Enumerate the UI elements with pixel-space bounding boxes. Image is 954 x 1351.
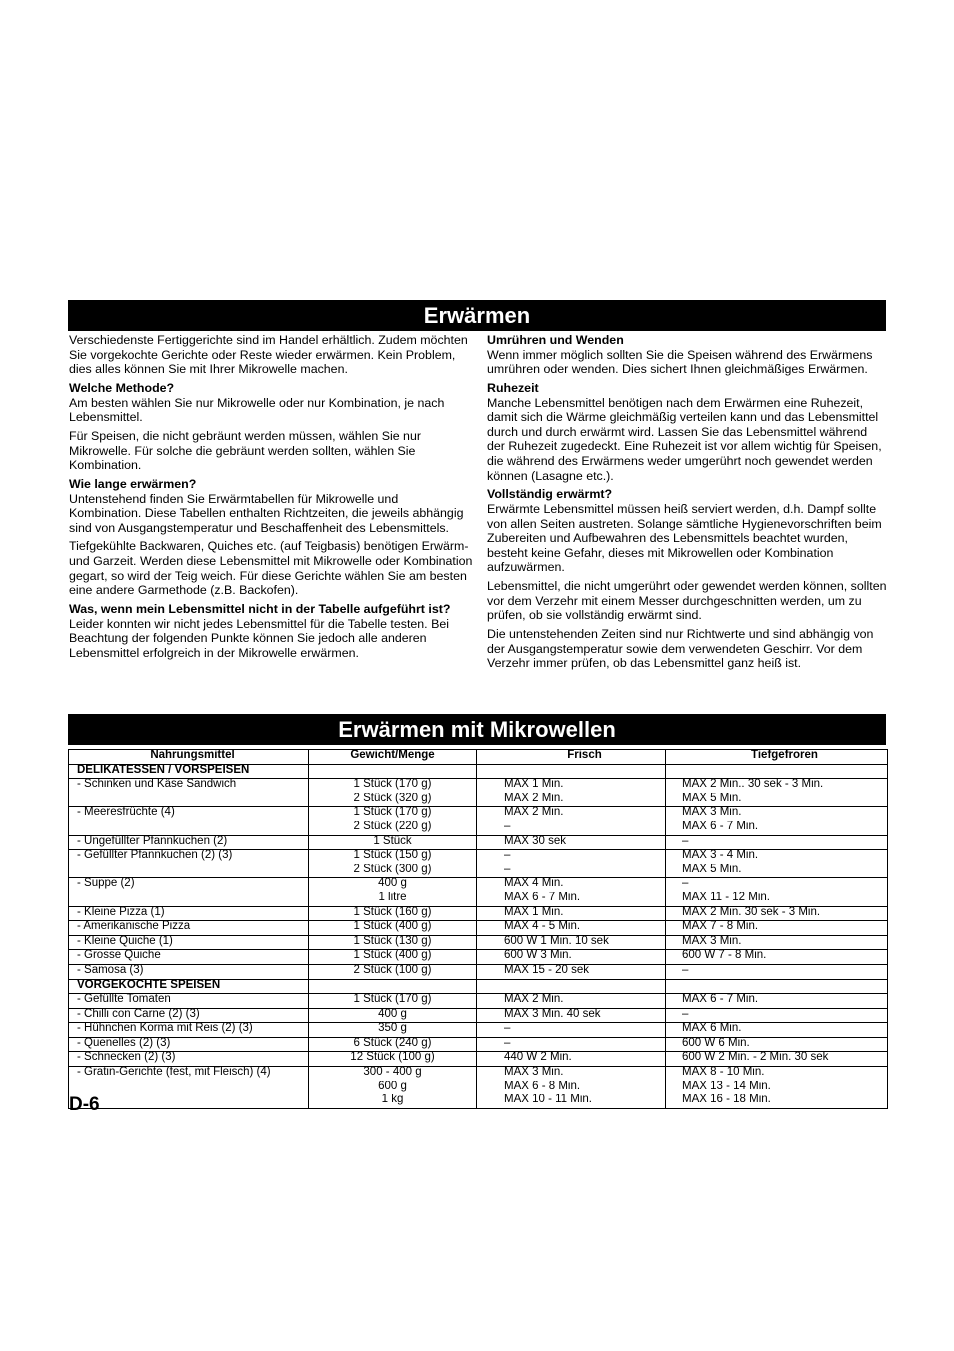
cell-frozen: MAX 5 Min.	[666, 864, 888, 878]
cell-fresh: MAX 6 - 7 Min.	[477, 892, 666, 906]
cell-food: - Quenelles (2) (3)	[69, 1037, 309, 1052]
table-row	[69, 1023, 888, 1038]
subheading: Welche Methode?	[69, 380, 175, 395]
subheading: Was, wenn mein Lebensmittel nicht in der Tabelle aufgeführt ist?	[69, 602, 451, 617]
table-row	[69, 864, 888, 878]
cell-fresh: MAX 1 Min.	[477, 779, 666, 793]
paragraph: Leider konnten wir nicht jedes Lebensmittel für die Tabelle testen. Bei Beachtung der folgenden Punkte können Sie jedoch alle anderen Lebensmittel erfolgreich in der Mikrowelle erwärmen.	[69, 616, 449, 660]
cell-fresh: MAX 3 Min.	[477, 1067, 666, 1081]
table-row	[69, 950, 888, 965]
subheading: Wie lange erwärmen?	[69, 476, 197, 491]
text-column-right	[487, 333, 887, 675]
section-title-erwaermen: Erwärmen	[68, 300, 886, 331]
cell-weight: 600 g	[309, 1081, 477, 1095]
subheading: Vollständig erwärmt?	[487, 487, 613, 502]
cell-weight	[309, 764, 477, 779]
cell-weight: 300 - 400 g	[309, 1067, 477, 1081]
cell-weight: 1 Stück	[309, 835, 477, 850]
page-number: D-6	[69, 1094, 100, 1115]
cell-weight: 2 Stück (300 g)	[309, 864, 477, 878]
table-row	[69, 892, 888, 906]
table-row	[69, 1067, 888, 1081]
cell-fresh: MAX 3 Min. 40 sek	[477, 1008, 666, 1023]
paragraph: Tiefgekühlte Backwaren, Quiches etc. (auf Teigbasis) benötigen Erwärm-und Garzeit. Werden diese Lebensmittel mit Mikrowelle oder Kombination gegart, so wird der Teig weich. Für diese Gerichte wählen Sie am besten eine andere Garmethode (z.B. Backofen).	[69, 539, 473, 598]
cell-frozen: MAX 3 - 4 Min.	[666, 850, 888, 864]
cell-frozen: –	[666, 1008, 888, 1023]
cell-frozen: 600 W 7 - 8 Min.	[666, 950, 888, 965]
cell-fresh: MAX 2 Min.	[477, 807, 666, 821]
cell-frozen	[666, 764, 888, 779]
table-row	[69, 964, 888, 979]
table-row	[69, 850, 888, 864]
cell-fresh: –	[477, 1023, 666, 1038]
cell-frozen	[666, 979, 888, 994]
cell-weight: 2 Stück (100 g)	[309, 964, 477, 979]
cell-food	[69, 864, 309, 878]
cell-weight: 1 Stück (170 g)	[309, 779, 477, 793]
cell-frozen: MAX 2 Min. 30 sek - 3 Min.	[666, 906, 888, 921]
cell-weight: 350 g	[309, 1023, 477, 1038]
cell-food: - Schnecken (2) (3)	[69, 1052, 309, 1067]
cell-weight: 1 Stück (170 g)	[309, 994, 477, 1009]
cell-weight: 1 Stück (160 g)	[309, 906, 477, 921]
table-row	[69, 994, 888, 1009]
cell-fresh: –	[477, 1037, 666, 1052]
table-row	[69, 1094, 888, 1108]
cell-food	[69, 1094, 309, 1108]
paragraph: Die untenstehenden Zeiten sind nur Richtwerte und sind abhängig von der Ausgangstemperatur sowie dem verwendeten Geschirr. Vor dem Verzehr immer prüfen, ob das Lebensmittel ganz heiß ist.	[487, 627, 874, 671]
cell-fresh	[477, 979, 666, 994]
section-title-mikrowellen: Erwärmen mit Mikrowellen	[68, 714, 886, 745]
paragraph: Verschiedenste Fertiggerichte sind im Handel erhältlich. Zudem möchten Sie vorgekochte Gerichte oder Reste wieder erwärmen. Kein Problem, dies alles können Sie mit Ihrer Mikrowelle machen.	[69, 333, 468, 377]
cell-fresh: 600 W 1 Min. 10 sek	[477, 935, 666, 950]
cell-weight: 12 Stück (100 g)	[309, 1052, 477, 1067]
cell-weight: 400 g	[309, 878, 477, 892]
cell-weight: 1 kg	[309, 1094, 477, 1108]
table-row	[69, 835, 888, 850]
cell-food: - Gratin-Gerichte (fest, mit Fleisch) (4)	[69, 1067, 309, 1081]
table-row	[69, 906, 888, 921]
cell-frozen: MAX 2 Min.. 30 sek - 3 Min.	[666, 779, 888, 793]
cell-food	[69, 821, 309, 835]
cell-fresh: MAX 15 - 20 sek	[477, 964, 666, 979]
table-header-row	[69, 750, 888, 765]
cell-food: - Ungefüllter Pfannkuchen (2)	[69, 835, 309, 850]
cell-weight: 2 Stück (220 g)	[309, 821, 477, 835]
cell-frozen: MAX 13 - 14 Min.	[666, 1081, 888, 1095]
table-row	[69, 1081, 888, 1095]
header-weight: Gewicht/Menge	[309, 750, 477, 765]
header-fresh: Frisch	[477, 750, 666, 765]
table-row	[69, 921, 888, 936]
paragraph: Lebensmittel, die nicht umgerührt oder gewendet werden können, sollten vor dem Verzehr mit einem Messer durchgeschnitten werden, um zu prüfen, ob sie vollständig erwärmt sind.	[487, 579, 887, 623]
cell-frozen: MAX 7 - 8 Min.	[666, 921, 888, 936]
cell-food: - Chilli con Carne (2) (3)	[69, 1008, 309, 1023]
header-frozen: Tiefgefroren	[666, 750, 888, 765]
cell-fresh: –	[477, 821, 666, 835]
cell-food: - Meeresfrüchte (4)	[69, 807, 309, 821]
cell-fresh: 600 W 3 Min.	[477, 950, 666, 965]
cell-food: - Amerikanische Pizza	[69, 921, 309, 936]
subheading: Ruhezeit	[487, 380, 539, 395]
header-food: Nahrungsmittel	[69, 750, 309, 765]
table-row	[69, 821, 888, 835]
table-row	[69, 979, 888, 994]
cell-frozen: MAX 3 Min.	[666, 935, 888, 950]
cell-food: - Schinken und Käse Sandwich	[69, 779, 309, 793]
cell-weight: 1 Stück (400 g)	[309, 921, 477, 936]
table-row	[69, 779, 888, 793]
paragraph: Erwärmte Lebensmittel müssen heiß serviert werden, d.h. Dampf sollte von allen Seiten austreten. Solange sämtliche Hygienevorschriften beim Zubereiten und Aufbewahren des Lebensmittels beachtet wurden, besteht keine Gefahr, dieses mit Mikrowellen oder Kombination aufzuwärmen.	[487, 501, 882, 575]
cell-food: VORGEKOCHTE SPEISEN	[69, 979, 309, 994]
cell-frozen: –	[666, 878, 888, 892]
cell-food	[69, 1081, 309, 1095]
cell-frozen: MAX 6 - 7 Min.	[666, 821, 888, 835]
table-row	[69, 935, 888, 950]
cell-food	[69, 892, 309, 906]
cell-fresh: MAX 2 Min.	[477, 994, 666, 1009]
cell-frozen: MAX 6 - 7 Min.	[666, 994, 888, 1009]
cell-fresh: MAX 2 Min.	[477, 793, 666, 807]
cell-fresh: MAX 10 - 11 Min.	[477, 1094, 666, 1108]
cell-weight: 1 Stück (150 g)	[309, 850, 477, 864]
table-row	[69, 1052, 888, 1067]
subheading: Umrühren und Wenden	[487, 333, 624, 347]
cell-fresh: MAX 6 - 8 Min.	[477, 1081, 666, 1095]
cell-frozen: MAX 11 - 12 Min.	[666, 892, 888, 906]
cell-frozen: –	[666, 835, 888, 850]
cell-food: - Gefüllter Pfannkuchen (2) (3)	[69, 850, 309, 864]
paragraph: Am besten wählen Sie nur Mikrowelle oder nur Kombination, je nach Lebensmittel.	[69, 395, 445, 425]
cell-food: - Gefüllte Tomaten	[69, 994, 309, 1009]
cell-weight	[309, 979, 477, 994]
cell-weight: 1 Stück (130 g)	[309, 935, 477, 950]
text-column-left	[69, 333, 473, 665]
cell-food: - Samosa (3)	[69, 964, 309, 979]
cell-frozen: 600 W 2 Min. - 2 Min. 30 sek	[666, 1052, 888, 1067]
cell-food: - Kleine Quiche (1)	[69, 935, 309, 950]
table-row	[69, 793, 888, 807]
cell-fresh: MAX 4 - 5 Min.	[477, 921, 666, 936]
cell-frozen: MAX 8 - 10 Min.	[666, 1067, 888, 1081]
cell-fresh: MAX 30 sek	[477, 835, 666, 850]
heating-table	[68, 749, 888, 1109]
cell-food	[69, 793, 309, 807]
cell-food: - Suppe (2)	[69, 878, 309, 892]
cell-fresh: MAX 4 Min.	[477, 878, 666, 892]
cell-food: - Kleine Pizza (1)	[69, 906, 309, 921]
cell-frozen: MAX 16 - 18 Min.	[666, 1094, 888, 1108]
cell-fresh: MAX 1 Min.	[477, 906, 666, 921]
paragraph: Manche Lebensmittel benötigen nach dem Erwärmen eine Ruhezeit, damit sich die Wärme gleichmäßig verteilen kann und das Lebensmittel durch und durch erwärmt wird. Lassen Sie das Lebensmittel während der Ruhezeit zugedeckt. Eine Ruhezeit ist vor allem wichtig für Speisen, die während des Erwärmens weder umgerührt noch gewendet werden können (Lasagne etc.).	[487, 395, 882, 483]
cell-food: - Hühnchen Korma mit Reis (2) (3)	[69, 1023, 309, 1038]
table-row	[69, 764, 888, 779]
cell-frozen: MAX 5 Min.	[666, 793, 888, 807]
cell-weight: 6 Stück (240 g)	[309, 1037, 477, 1052]
cell-frozen: –	[666, 964, 888, 979]
cell-weight: 1 Stück (400 g)	[309, 950, 477, 965]
cell-fresh: –	[477, 850, 666, 864]
cell-weight: 400 g	[309, 1008, 477, 1023]
cell-food: DELIKATESSEN / VORSPEISEN	[69, 764, 309, 779]
table-row	[69, 807, 888, 821]
paragraph: Untenstehend finden Sie Erwärmtabellen für Mikrowelle und Kombination. Diese Tabellen enthalten Richtzeiten, die jeweils abhängig sind von Ausgangstemperatur und Beschaffenheit des Lebensmittels.	[69, 491, 464, 535]
paragraph: Wenn immer möglich sollten Sie die Speisen während des Erwärmens umrühren oder wenden. Dies sichert Ihnen gleichmäßiges Erwärmen.	[487, 347, 873, 377]
table-row	[69, 878, 888, 892]
cell-fresh: –	[477, 864, 666, 878]
cell-frozen: MAX 3 Min.	[666, 807, 888, 821]
cell-food: - Grosse Quiche	[69, 950, 309, 965]
cell-weight: 2 Stück (320 g)	[309, 793, 477, 807]
cell-weight: 1 litre	[309, 892, 477, 906]
table-row	[69, 1008, 888, 1023]
cell-frozen: MAX 6 Min.	[666, 1023, 888, 1038]
paragraph: Für Speisen, die nicht gebräunt werden müssen, wählen Sie nur Mikrowelle. Für solche die gebräunt werden sollten, wählen Sie Kombination.	[69, 428, 421, 473]
cell-fresh: 440 W 2 Min.	[477, 1052, 666, 1067]
cell-weight: 1 Stück (170 g)	[309, 807, 477, 821]
cell-frozen: 600 W 6 Min.	[666, 1037, 888, 1052]
cell-fresh	[477, 764, 666, 779]
table-row	[69, 1037, 888, 1052]
